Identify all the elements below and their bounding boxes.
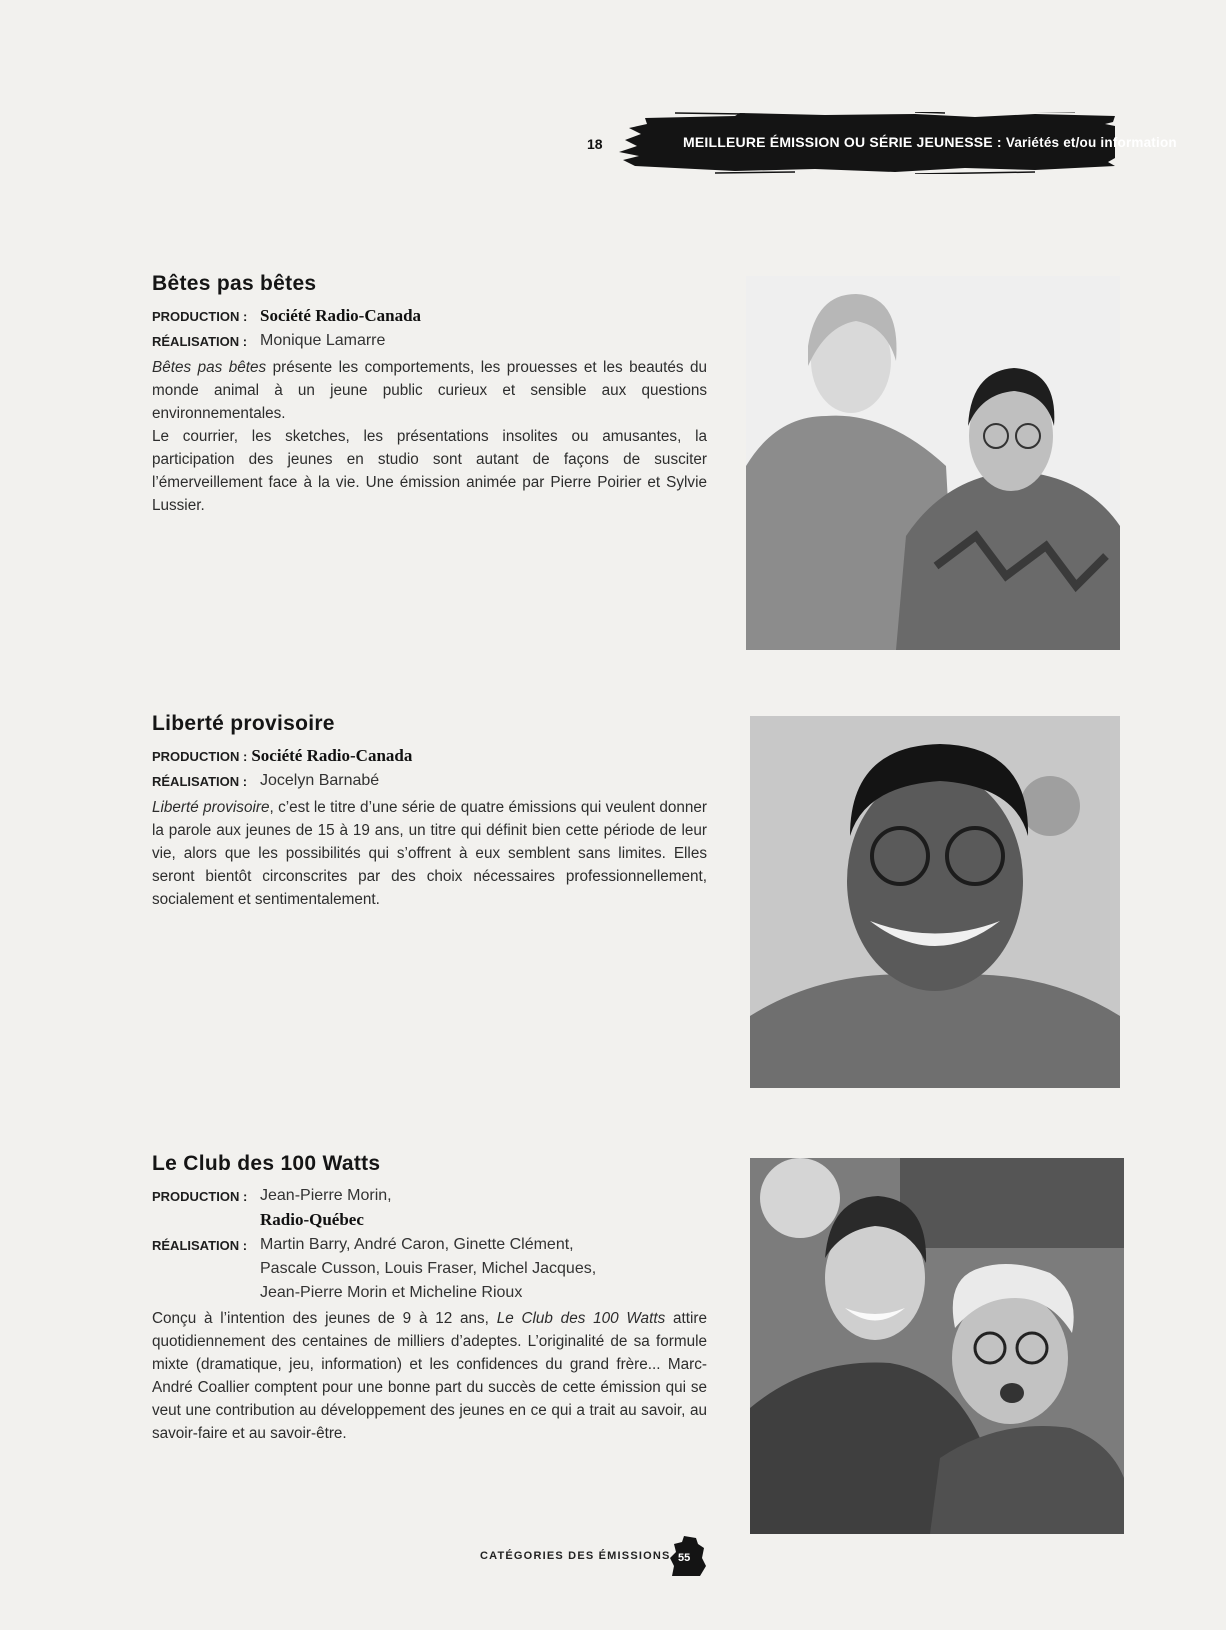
photo-betes-pas-betes (746, 276, 1120, 650)
desc-rest: attire quotidiennement des centaines de milliers d’adeptes. L’originalité de sa formule mixte (dramatique, jeu, information) et les confidences du grand frère... Marc-André Coallier comptent pour une bonne part du succès de cette émission qui se veut une contribution au développement des jeunes en ce qui a trait au savoir, au savoir-faire et au savoir-être. (152, 1310, 707, 1442)
category-sub: Variétés et/ou information (1005, 135, 1177, 150)
realisation-credit (152, 329, 707, 354)
program-description (152, 1307, 707, 1445)
desc-italic: Liberté provisoire (152, 799, 270, 816)
program-liberte-provisoire (152, 712, 707, 911)
realisation-value-line3: Jean-Pierre Morin et Micheline Rioux (260, 1284, 523, 1301)
program-title: Bêtes pas bêtes (152, 272, 317, 295)
realisation-label: RÉALISATION : (152, 1238, 248, 1253)
realisation-label: RÉALISATION : (152, 774, 248, 789)
production-credit (152, 744, 707, 769)
footer-label: CATÉGORIES DES ÉMISSIONS (480, 1550, 671, 1562)
desc-start: Conçu à l’intention des jeunes de 9 à 12 ans, (152, 1310, 497, 1327)
category-main: MEILLEURE ÉMISSION OU SÉRIE JEUNESSE : (683, 134, 1002, 150)
production-value (260, 1184, 392, 1233)
realisation-credit (152, 769, 707, 794)
production-label: PRODUCTION : (152, 749, 248, 764)
production-label: PRODUCTION : (152, 309, 248, 324)
desc-italic: Le Club des 100 Watts (496, 1310, 666, 1327)
desc-para2: Le courrier, les sketches, les présentations insolites ou amusantes, la participation des jeunes en studio sont autant de façons de susciter l’émerveillement face à la vie. Une émission animée par Pierre Poirier et Sylvie Lussier. (152, 428, 707, 514)
desc-rest: présente les comportements, les prouesses et les beautés du monde animal à un jeune public curieux et sensible aux questions environnementales. (152, 359, 707, 422)
production-label: PRODUCTION : (152, 1189, 248, 1204)
portrait-photo-icon (750, 716, 1120, 1088)
realisation-value-line1: Martin Barry, André Caron, Ginette Clément, (260, 1236, 574, 1253)
production-value: Société Radio-Canada (251, 746, 413, 765)
footer-page-number: 55 (678, 1552, 691, 1564)
page-header (575, 112, 1177, 174)
category-banner (615, 112, 1177, 174)
production-credit (152, 304, 707, 329)
header-page-number: 18 (587, 136, 603, 152)
program-title: Liberté provisoire (152, 712, 335, 735)
production-value-line2: Radio-Québec (260, 1210, 364, 1229)
category-title (683, 134, 1177, 150)
program-betes-pas-betes (152, 272, 707, 517)
page-footer (480, 1536, 720, 1576)
production-value-line1: Jean-Pierre Morin, (260, 1187, 392, 1204)
program-title: Le Club des 100 Watts (152, 1152, 381, 1175)
hosts-photo-icon (746, 276, 1120, 650)
realisation-value-line2: Pascale Cusson, Louis Fraser, Michel Jacques, (260, 1260, 597, 1277)
photo-club-100-watts (750, 1158, 1124, 1534)
realisation-credit (152, 1233, 707, 1305)
production-credit (152, 1184, 707, 1233)
realisation-value: Monique Lamarre (260, 332, 386, 349)
realisation-value (260, 1233, 596, 1305)
program-club-100-watts (152, 1152, 707, 1445)
desc-rest: , c’est le titre d’une série de quatre émissions qui veulent donner la parole aux jeunes de 15 à 19 ans, un titre qui définit bien cette période de leur vie, alors que les possibilités qui s’offrent à eux semblent sans limites. Elles seront bientôt circonscrites par des choix nécessaires professionnellement, socialement et sentimentalement. (152, 799, 707, 908)
program-description (152, 796, 707, 911)
realisation-label: RÉALISATION : (152, 334, 248, 349)
photo-liberte-provisoire (750, 716, 1120, 1088)
realisation-value: Jocelyn Barnabé (260, 772, 380, 789)
desc-italic: Bêtes pas bêtes (152, 359, 267, 376)
program-description (152, 356, 707, 517)
hosts-photo-icon (750, 1158, 1124, 1534)
production-value: Société Radio-Canada (260, 306, 422, 325)
